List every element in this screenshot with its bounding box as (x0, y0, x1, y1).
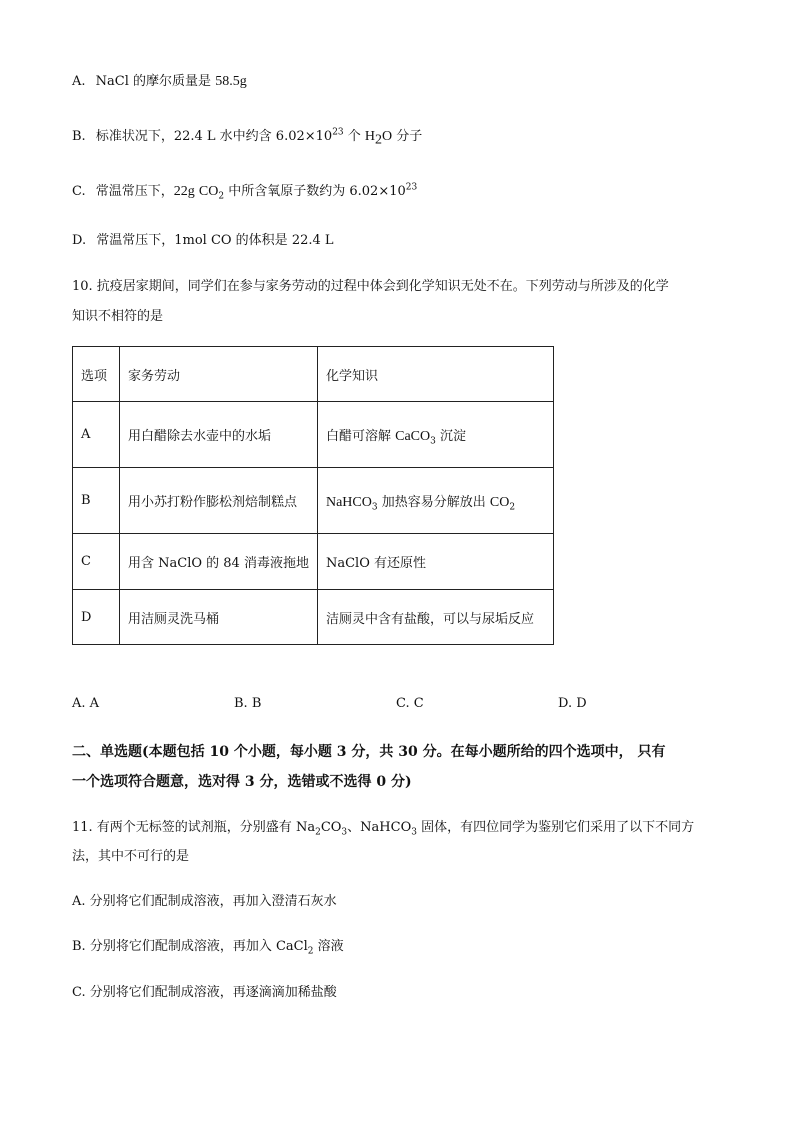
q10-table (72, 346, 554, 645)
q11-stem-line1: 11. 有两个无标签的试剂瓶，分别盛有 $Na_2CO_3$、NaHCO$_3$ 固体，有四位同学为鉴别它们采用了以下不同方 (72, 820, 695, 838)
q10-stem-line1: 10. 抗疫居家期间，同学们在参与家务劳动的过程中体会到化学知识无处不在。下列劳动与所涉及的化学 (72, 279, 669, 294)
q11-option-c: C. 分别将它们配制成溶液，再逐滴滴加稀盐酸 (72, 985, 337, 1000)
q10-answer-c: C. C (396, 696, 424, 711)
q9-option-a-value: 58.5g (215, 74, 247, 89)
q10-answer-b: B. B (234, 696, 262, 711)
table-header-option: 选项 (73, 347, 120, 402)
table-header-row (73, 347, 554, 402)
section2-heading-line1: 二、单选题(本题包括 10 个小题，每小题 3 分，共 30 分。在每小题所给的四个选项中， 只有 (72, 744, 666, 760)
q9-option-a: A. NaCl 的摩尔质量是 58.5g (72, 74, 247, 89)
q11-stem-line2: 法，其中不可行的是 (72, 849, 190, 864)
q11-option-b: B. 分别将它们配制成溶液，再加入 CaCl$_2$ 溶液 (72, 939, 344, 957)
table-cell-knowledge: 白醋可溶解 CaCO$_3$ 沉淀 (317, 402, 553, 468)
table-row: B 用小苏打粉作膨松剂焙制糕点 NaHCO$_3$ 加热容易分解放出 $CO_2$ (73, 468, 554, 534)
table-header-labor: 家务劳动 (120, 347, 318, 402)
table-cell-knowledge: NaHCO$_3$ 加热容易分解放出 $CO_2$ (317, 468, 553, 534)
section2-heading-line2: 一个选项符合题意，选对得 3 分，选错或不选得 0 分) (72, 774, 412, 790)
table-row: A 用白醋除去水壶中的水垢 白醋可溶解 CaCO$_3$ 沉淀 (73, 402, 554, 468)
q9-option-c: C. 常温常压下，22g $CO_2$ 中所含氧原子数约为 $6.02\times 10^{23}$ (72, 182, 418, 202)
q9-option-a-text: NaCl 的摩尔质量是 (95, 74, 212, 89)
q9-option-b: B. 标准状况下，22.4 L 水中约含 $6.02\times 10^{23}$ 个 $H_2O$ 分子 (72, 127, 423, 148)
q10-stem-line2: 知识不相符的是 (72, 309, 164, 324)
q10-answer-d: D. D (558, 696, 587, 711)
q11-option-a: A. 分别将它们配制成溶液，再加入澄清石灰水 (72, 894, 337, 909)
table-row: C 用含 NaClO 的 84 消毒液拖地 NaClO 有还原性 (73, 534, 554, 590)
q9-option-d: D. 常温常压下，1mol CO 的体积是 22.4 L (72, 233, 334, 248)
q10-answer-a: A. A (72, 696, 100, 711)
table-row: D 用洁厕灵洗马桶 洁厕灵中含有盐酸，可以与尿垢反应 (73, 590, 554, 645)
table-header-knowledge: 化学知识 (317, 347, 553, 402)
